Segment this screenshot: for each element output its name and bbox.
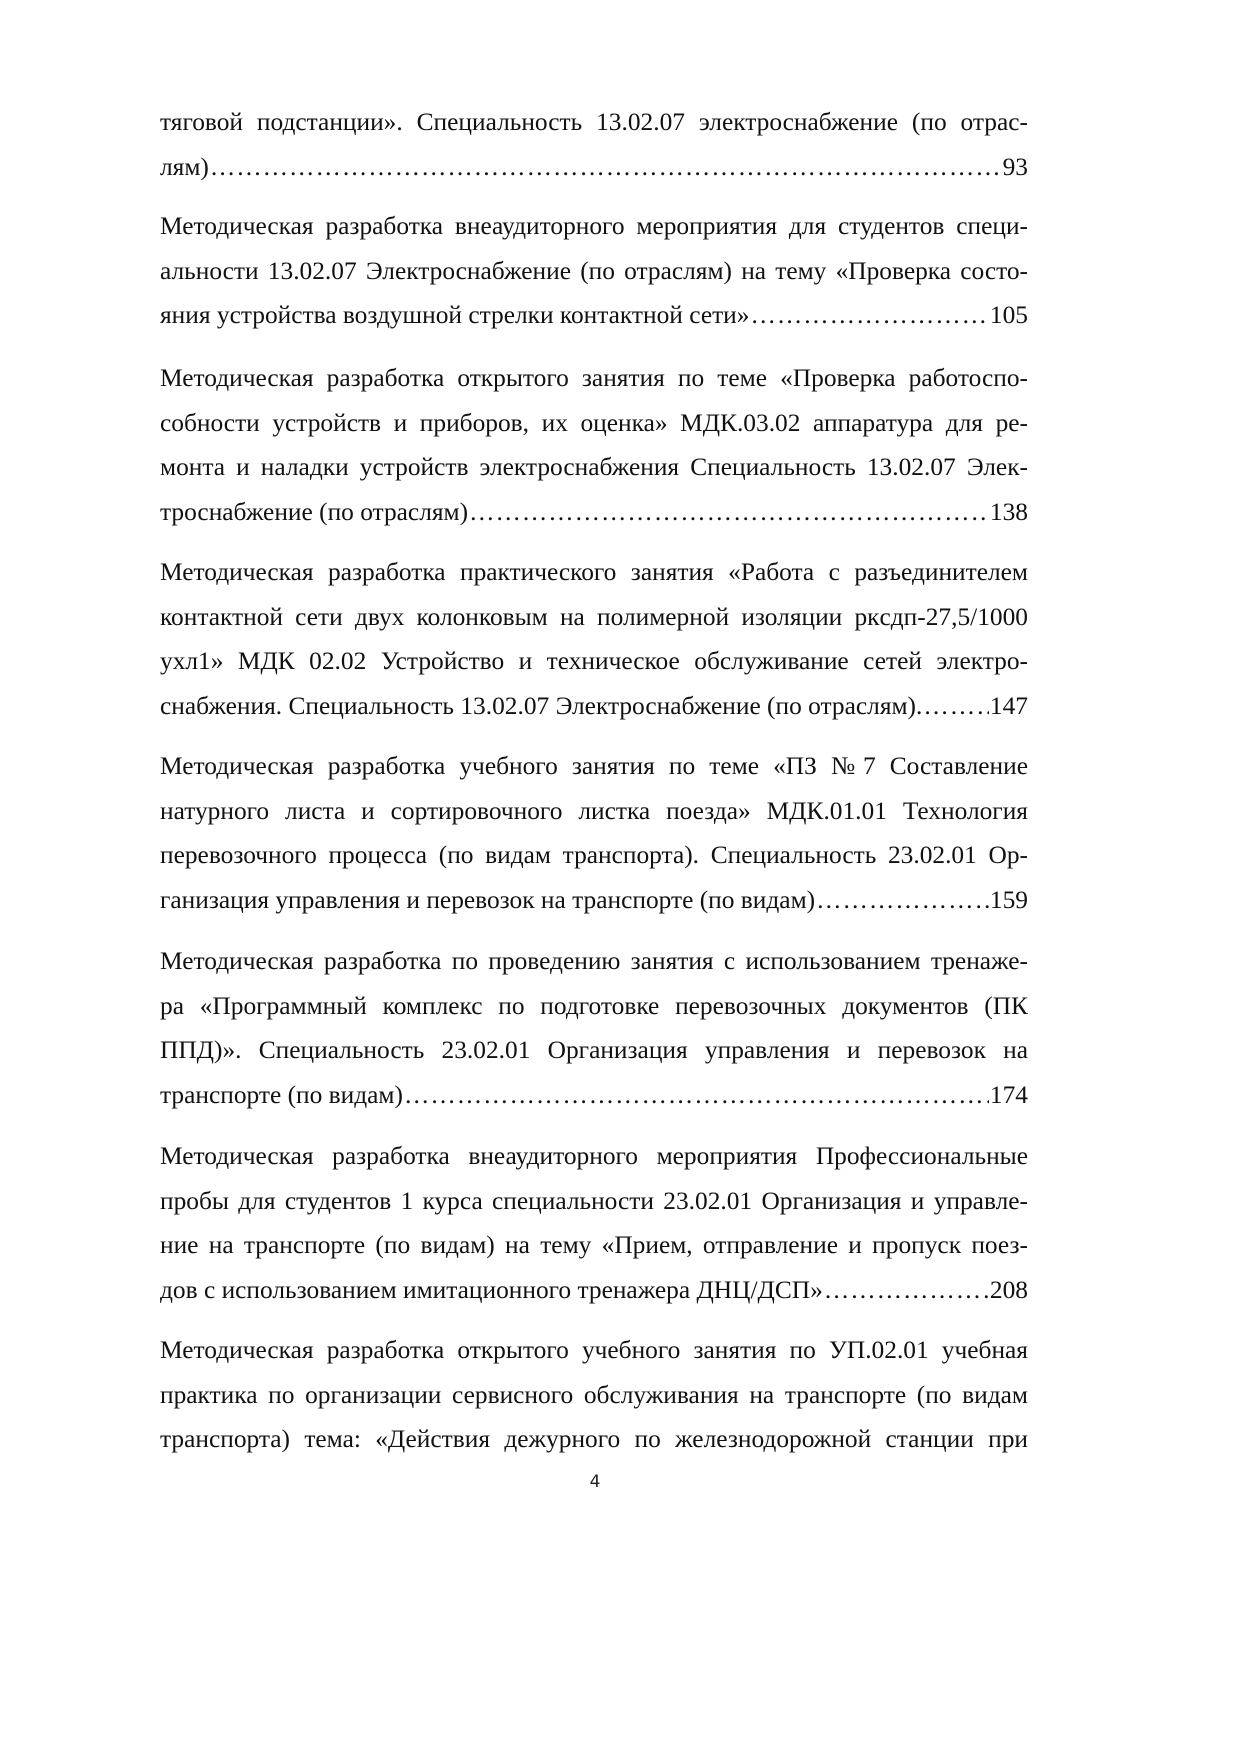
dot-leader [469, 490, 989, 535]
dot-leader [750, 293, 988, 338]
toc-entry-text: яния устройства воздушной стрелки контактной сети» [160, 301, 750, 330]
toc-entry [160, 744, 1028, 922]
toc-entry [160, 204, 1028, 338]
toc-entry-last-line [160, 145, 1028, 190]
toc-entry [160, 939, 1028, 1117]
toc-entry-line: Методическая разработка практического занятия «Работа с разъединителем [160, 558, 1028, 586]
toc-entry-last-line [160, 878, 1028, 923]
toc-entry-line: ние на транспорте (по видам) на тему «Прием, отправление и пропуск поез- [160, 1231, 1028, 1260]
toc-page-number: 147 [989, 691, 1028, 720]
dot-leader [824, 1268, 989, 1313]
toc-entry [160, 1328, 1028, 1462]
toc-entry-line: пробы для студентов 1 курса специальности 23.02.01 Организация и управле- [160, 1186, 1028, 1215]
toc-entry-text: транспорте (по видам) [160, 1080, 403, 1109]
toc-entry-last-line [160, 684, 1028, 729]
toc-entry-line: собности устройств и приборов, их оценка» МДК.03.02 аппаратура для ре- [160, 408, 1028, 437]
toc-entry-line: натурного листа и сортировочного листка поезда» МДК.01.01 Технология [160, 796, 1028, 825]
toc-entry-text: дов с использованием имитационного тренажера ДНЦ/ДСП» [160, 1275, 823, 1304]
toc-entry-text: снабжения. Специальность 13.02.07 Электроснабжение (по отраслям). [160, 691, 923, 720]
toc-entry-line: Методическая разработка учебного занятия по теме «ПЗ №7 Составление [160, 752, 1028, 780]
toc-page-number: 159 [989, 885, 1028, 914]
toc-entry-line: ра «Программный комплекс по подготовке перевозочных документов (ПК [160, 991, 1028, 1020]
toc-entry-line: перевозочного процесса (по видам транспорта). Специальность 23.02.01 Ор- [160, 841, 1028, 870]
dot-leader [923, 684, 989, 729]
dot-leader [404, 1073, 989, 1118]
toc-entry-last-line [160, 1073, 1028, 1118]
toc-entry-line: альности 13.02.07 Электроснабжение (по отраслям) на тему «Проверка состо- [160, 256, 1028, 285]
dot-leader [816, 878, 989, 923]
toc-entry-line: транспорта) тема: «Действия дежурного по железнодорожной станции при [160, 1425, 1028, 1454]
toc-entry-text: троснабжение (по отраслям) [160, 497, 469, 526]
toc-entry-line: Методическая разработка открытого учебного занятия по УП.02.01 учебная [160, 1336, 1028, 1364]
toc-page-number: 105 [989, 301, 1028, 330]
toc-entry-last-line [160, 1268, 1028, 1313]
toc-page-number: 174 [989, 1080, 1028, 1109]
toc-entry [160, 550, 1028, 728]
toc-page-number: 208 [989, 1275, 1028, 1304]
dot-leader [210, 145, 1002, 190]
toc-entry-line: Методическая разработка внеаудиторного мероприятия для студентов специ- [160, 212, 1028, 240]
toc-entry-text: лям) [160, 152, 209, 181]
toc-entry [160, 1134, 1028, 1312]
toc-entry-last-line [160, 293, 1028, 338]
toc-entry [160, 356, 1028, 534]
toc-entry [160, 100, 1028, 189]
toc-entry-line: ухл1» МДК 02.02 Устройство и техническое обслуживание сетей электро- [160, 647, 1028, 676]
toc-entry-line: тяговой подстанции». Специальность 13.02.07 электроснабжение (по отрас- [160, 108, 1028, 136]
page-number: 4 [589, 1472, 601, 1492]
toc-entry-line: Методическая разработка открытого занятия по теме «Проверка работоспо- [160, 364, 1028, 392]
toc-entry-line: Методическая разработка по проведению занятия с использованием тренаже- [160, 947, 1028, 975]
toc-entry-line: ППД)». Специальность 23.02.01 Организация управления и перевозок на [160, 1036, 1028, 1065]
toc-entry-last-line [160, 490, 1028, 535]
toc-entry-line: практика по организации сервисного обслуживания на транспорте (по видам [160, 1380, 1028, 1409]
toc-entry-line: монта и наладки устройств электроснабжения Специальность 13.02.07 Элек- [160, 453, 1028, 482]
toc-page-number: 93 [1002, 152, 1028, 181]
toc-entry-text: ганизация управления и перевозок на транспорте (по видам) [160, 885, 816, 914]
toc-page-number: 138 [989, 497, 1028, 526]
toc-entry-line: Методическая разработка внеаудиторного мероприятия Профессиональные [160, 1142, 1028, 1170]
toc-entry-line: контактной сети двух колонковым на полимерной изоляции ркcдп-27,5/1000 [160, 602, 1028, 631]
